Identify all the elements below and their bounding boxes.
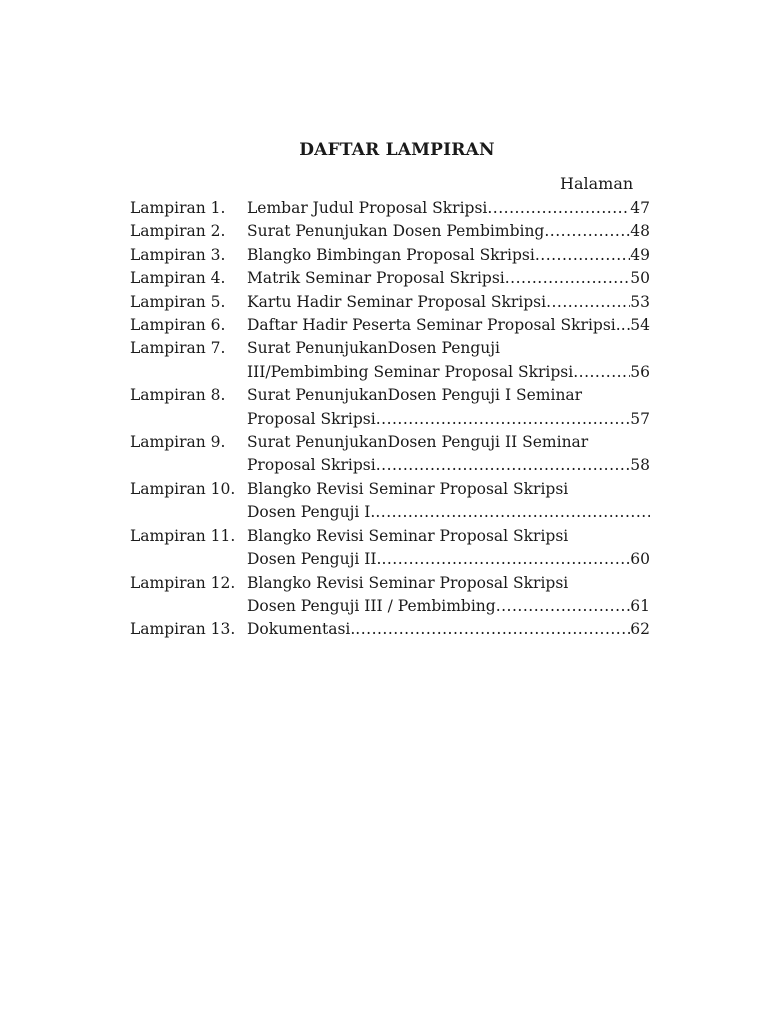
- appendix-label: Lampiran 12.: [130, 573, 236, 592]
- appendix-title-text: Dosen Penguji II.: [247, 550, 382, 569]
- appendix-entry: [130, 244, 660, 267]
- appendix-title-line: [247, 291, 650, 314]
- appendix-title-text: Surat PenunjukanDosen Penguji I Seminar: [247, 386, 583, 405]
- dot-leader: [544, 220, 630, 243]
- appendix-title-text: Surat PenunjukanDosen Penguji: [247, 339, 501, 358]
- appendix-entry: [130, 337, 660, 384]
- appendix-label: Lampiran 11.: [130, 526, 236, 545]
- appendix-title-text: Surat PenunjukanDosen Penguji II Seminar: [247, 433, 589, 452]
- appendix-title-text: Blangko Revisi Seminar Proposal Skripsi: [247, 526, 569, 545]
- appendix-entry: [130, 197, 660, 220]
- appendix-title-line: [247, 361, 650, 384]
- appendix-label: Lampiran 6.: [130, 316, 226, 335]
- appendix-entry: [130, 431, 660, 478]
- appendix-list: [130, 197, 660, 642]
- appendix-title-text: III/Pembimbing Seminar Proposal Skripsi: [247, 362, 574, 381]
- appendix-title-line: [247, 478, 650, 501]
- page-number: 53: [630, 292, 650, 311]
- dot-leader: [381, 548, 630, 571]
- appendix-title: [247, 314, 650, 337]
- appendix-entry: [130, 618, 660, 641]
- appendix-title: [247, 525, 650, 572]
- appendix-entry: [130, 314, 660, 337]
- appendix-title-line: [247, 267, 650, 290]
- page-number: 47: [630, 199, 650, 217]
- dot-leader: [546, 291, 630, 314]
- appendix-title-text: Surat Penunjukan Dosen Pembimbing: [247, 222, 545, 241]
- dot-leader: [487, 197, 630, 220]
- dot-leader: [573, 361, 630, 384]
- page-column-header: Halaman: [560, 174, 634, 193]
- appendix-title-line: [247, 618, 650, 641]
- appendix-title-line: [247, 525, 650, 548]
- dot-leader: [621, 314, 631, 337]
- appendix-title-line: [247, 595, 650, 618]
- page-number: 62: [630, 620, 650, 639]
- appendix-label: Lampiran 13.: [130, 620, 236, 639]
- appendix-entry: [130, 384, 660, 431]
- dot-leader: [505, 267, 631, 290]
- page-number: 48: [630, 222, 650, 241]
- appendix-label: Lampiran 1.: [130, 199, 226, 217]
- appendix-title: [247, 478, 650, 525]
- page-title: DAFTAR LAMPIRAN: [299, 140, 495, 160]
- appendix-title: [247, 431, 650, 478]
- appendix-title: [247, 384, 650, 431]
- appendix-title-text: Dokumentasi.: [247, 620, 356, 639]
- appendix-title-text: Daftar Hadir Peserta Seminar Proposal Skripsi.: [247, 316, 621, 335]
- appendix-title: [247, 618, 650, 641]
- appendix-title-text: Blangko Bimbingan Proposal Skripsi: [247, 245, 535, 264]
- appendix-title: [247, 267, 650, 290]
- appendix-title-text: Blangko Revisi Seminar Proposal Skripsi: [247, 479, 569, 498]
- appendix-title-line: [247, 548, 650, 571]
- appendix-label: Lampiran 9.: [130, 433, 226, 452]
- appendix-title-line: [247, 244, 650, 267]
- appendix-entry: [130, 220, 660, 243]
- appendix-title-text: Kartu Hadir Seminar Proposal Skripsi: [247, 292, 547, 311]
- appendix-title-line: [247, 431, 650, 454]
- dot-leader: [355, 618, 630, 641]
- appendix-title-text: Matrik Seminar Proposal Skripsi: [247, 269, 505, 288]
- appendix-label: Lampiran 7.: [130, 339, 226, 358]
- appendix-entry: [130, 291, 660, 314]
- appendix-entry: [130, 572, 660, 619]
- appendix-entry: [130, 267, 660, 290]
- page-number: 50: [630, 269, 650, 288]
- page-number: 56: [630, 362, 650, 381]
- appendix-entry: [130, 478, 660, 525]
- appendix-title-line: [247, 572, 650, 595]
- dot-leader: [496, 595, 631, 618]
- page-number: 54: [630, 316, 650, 335]
- appendix-title: [247, 337, 650, 384]
- appendix-title: [247, 291, 650, 314]
- appendix-title-line: [247, 337, 650, 360]
- appendix-title-text: Dosen Penguji I.: [247, 503, 376, 522]
- dot-leader: [376, 408, 631, 431]
- page-number: 60: [630, 550, 650, 569]
- page-number: 57: [630, 409, 650, 428]
- page-number: 61: [630, 596, 650, 615]
- appendix-entry: [130, 525, 660, 572]
- appendix-title-line: [247, 384, 650, 407]
- appendix-title-line: [247, 220, 650, 243]
- dot-leader: [376, 454, 631, 477]
- appendix-title: [247, 197, 650, 220]
- dot-leader: [375, 501, 650, 524]
- appendix-title-text: Blangko Revisi Seminar Proposal Skripsi: [247, 573, 569, 592]
- page-number: 49: [630, 245, 650, 264]
- appendix-title: [247, 572, 650, 619]
- appendix-title-text: Dosen Penguji III / Pembimbing: [247, 596, 496, 615]
- appendix-title-line: [247, 197, 650, 220]
- dot-leader: [535, 244, 630, 267]
- appendix-title-text: Lembar Judul Proposal Skripsi: [247, 199, 488, 217]
- page-number: 58: [630, 456, 650, 475]
- appendix-title-text: Proposal Skripsi: [247, 456, 376, 475]
- appendix-title-line: [247, 501, 650, 524]
- appendix-title: [247, 244, 650, 267]
- appendix-label: Lampiran 3.: [130, 245, 226, 264]
- appendix-label: Lampiran 8.: [130, 386, 226, 405]
- appendix-title-line: [247, 454, 650, 477]
- appendix-title-text: Proposal Skripsi: [247, 409, 376, 428]
- appendix-label: Lampiran 10.: [130, 479, 236, 498]
- appendix-title: [247, 220, 650, 243]
- appendix-label: Lampiran 4.: [130, 269, 226, 288]
- appendix-label: Lampiran 2.: [130, 222, 226, 241]
- appendix-title-line: [247, 314, 650, 337]
- appendix-title-line: [247, 408, 650, 431]
- appendix-label: Lampiran 5.: [130, 292, 226, 311]
